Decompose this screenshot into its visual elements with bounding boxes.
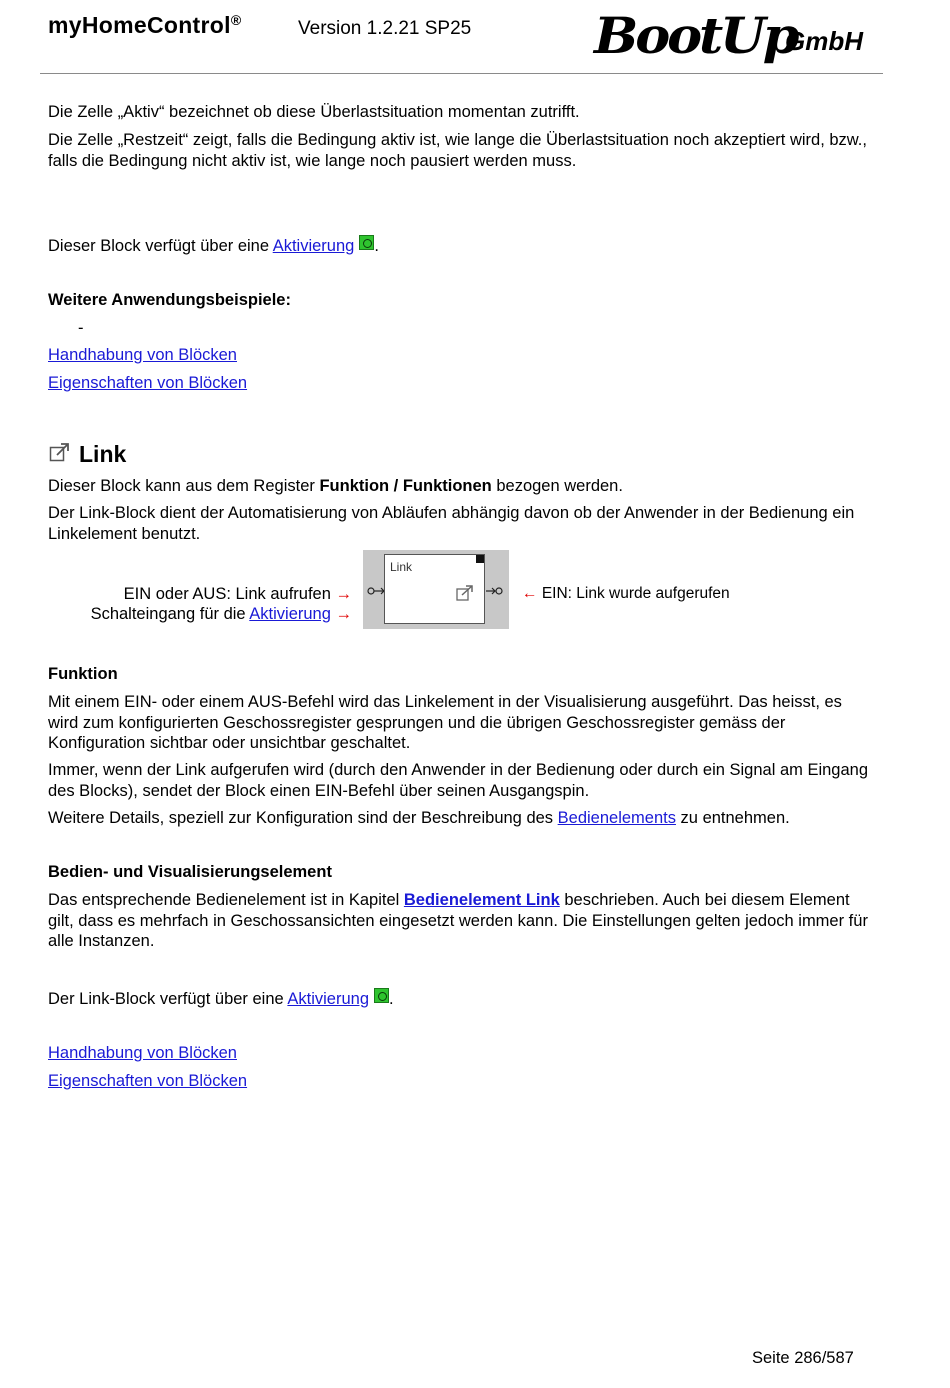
output-pin-icon [485, 586, 505, 596]
control-element-link-chapter[interactable]: Bedienelement Link [403, 891, 560, 909]
external-link-icon [456, 585, 474, 601]
logo-suffix-text: GmbH [785, 26, 863, 56]
restzeit-paragraph: Die Zelle „Restzeit“ zeigt, falls die Bedingung aktiv ist, wie lange die Überlastsituation noch akzeptiert wird, bzw., falls die Bedingung nicht aktiv ist, wie lange noch pausiert werden muss. [48, 131, 867, 170]
control-element-link[interactable]: Bedienelements [557, 809, 676, 827]
examples-dash: - [78, 319, 84, 337]
output-label: ← EIN: Link wurde aufgerufen [522, 585, 730, 602]
section-title: Link [79, 441, 127, 467]
link-activation-link[interactable]: Aktivierung [287, 990, 369, 1008]
power-icon [374, 988, 389, 1003]
company-logo [592, 6, 882, 70]
header-divider [40, 73, 883, 74]
link-block-diagram [363, 550, 509, 629]
link-activation-paragraph: Der Link-Block verfügt über eine Aktivierung . [48, 990, 394, 1008]
link-block-title: Link [390, 560, 413, 574]
version-label: Version 1.2.21 SP25 [298, 18, 472, 39]
register-paragraph: Dieser Block kann aus dem Register Funktion / Funktionen bezogen werden. [48, 477, 623, 495]
examples-heading: Weitere Anwendungsbeispiele: [48, 291, 291, 309]
ui-element-heading: Bedien- und Visualisierungselement [48, 863, 332, 881]
handling-blocks-link-2[interactable]: Handhabung von Blöcken [48, 1044, 237, 1062]
diagram-activation-link[interactable]: Aktivierung [249, 605, 331, 623]
purpose-paragraph: Der Link-Block dient der Automatisierung von Abläufen abhängig davon ob der Anwender in der Bedienung ein Linkelement benutzt. [48, 504, 855, 543]
registered-mark: ® [230, 12, 242, 28]
aktiv-paragraph: Die Zelle „Aktiv“ bezeichnet ob diese Überlastsituation momentan zutrifft. [48, 103, 580, 121]
activation-link[interactable]: Aktivierung [272, 237, 355, 255]
activation-paragraph: Dieser Block verfügt über eine Aktivierung . [48, 237, 379, 255]
input2-label: Schalteingang für die Aktivierung → [90, 605, 352, 623]
product-title: myHomeControl® [48, 12, 242, 38]
power-icon [359, 235, 374, 250]
arrow-right-icon: → [335, 605, 352, 623]
block-properties-link-2[interactable]: Eigenschaften von Blöcken [48, 1072, 248, 1090]
handling-blocks-link[interactable]: Handhabung von Blöcken [48, 346, 237, 364]
external-link-icon [49, 442, 71, 462]
function-paragraph-2: Immer, wenn der Link aufgerufen wird (durch den Anwender in der Bedienung oder durch ein Signal am Eingang des Blocks), sendet der Block einen EIN-Befehl über seinen Ausgangspin. [48, 761, 869, 800]
page-number: Seite 286/587 [752, 1349, 854, 1367]
function-paragraph-3: Weitere Details, speziell zur Konfiguration sind der Beschreibung des Bedienelements zu entnehmen. [48, 809, 790, 827]
link-block [384, 554, 485, 624]
logo-main-text: BootUp [594, 6, 797, 65]
arrow-right-icon: → [335, 585, 352, 603]
block-corner-marker [476, 555, 484, 563]
block-properties-link[interactable]: Eigenschaften von Blöcken [48, 374, 248, 392]
input1-label: EIN oder AUS: Link aufrufen → [123, 585, 352, 603]
ui-element-paragraph: Das entsprechende Bedienelement ist in Kapitel Bedienelement Link beschrieben. Auch bei diesem Element gilt, dass es mehrfach in Geschossansichten eingesetzt werden kann. Die Einstellungen gelten jedoch immer für alle Instanzen. [48, 891, 868, 950]
arrow-left-icon: ← [522, 585, 538, 602]
function-paragraph-1: Mit einem EIN- oder einem AUS-Befehl wird das Linkelement in der Visualisierung ausgeführt. Das heisst, es wird zum konfigurierten Geschossregister gesprungen und die übrigen Geschossregister gemäss der Konfiguration sichtbar oder unsichtbar geschaltet. [48, 693, 842, 752]
function-heading: Funktion [48, 665, 118, 683]
